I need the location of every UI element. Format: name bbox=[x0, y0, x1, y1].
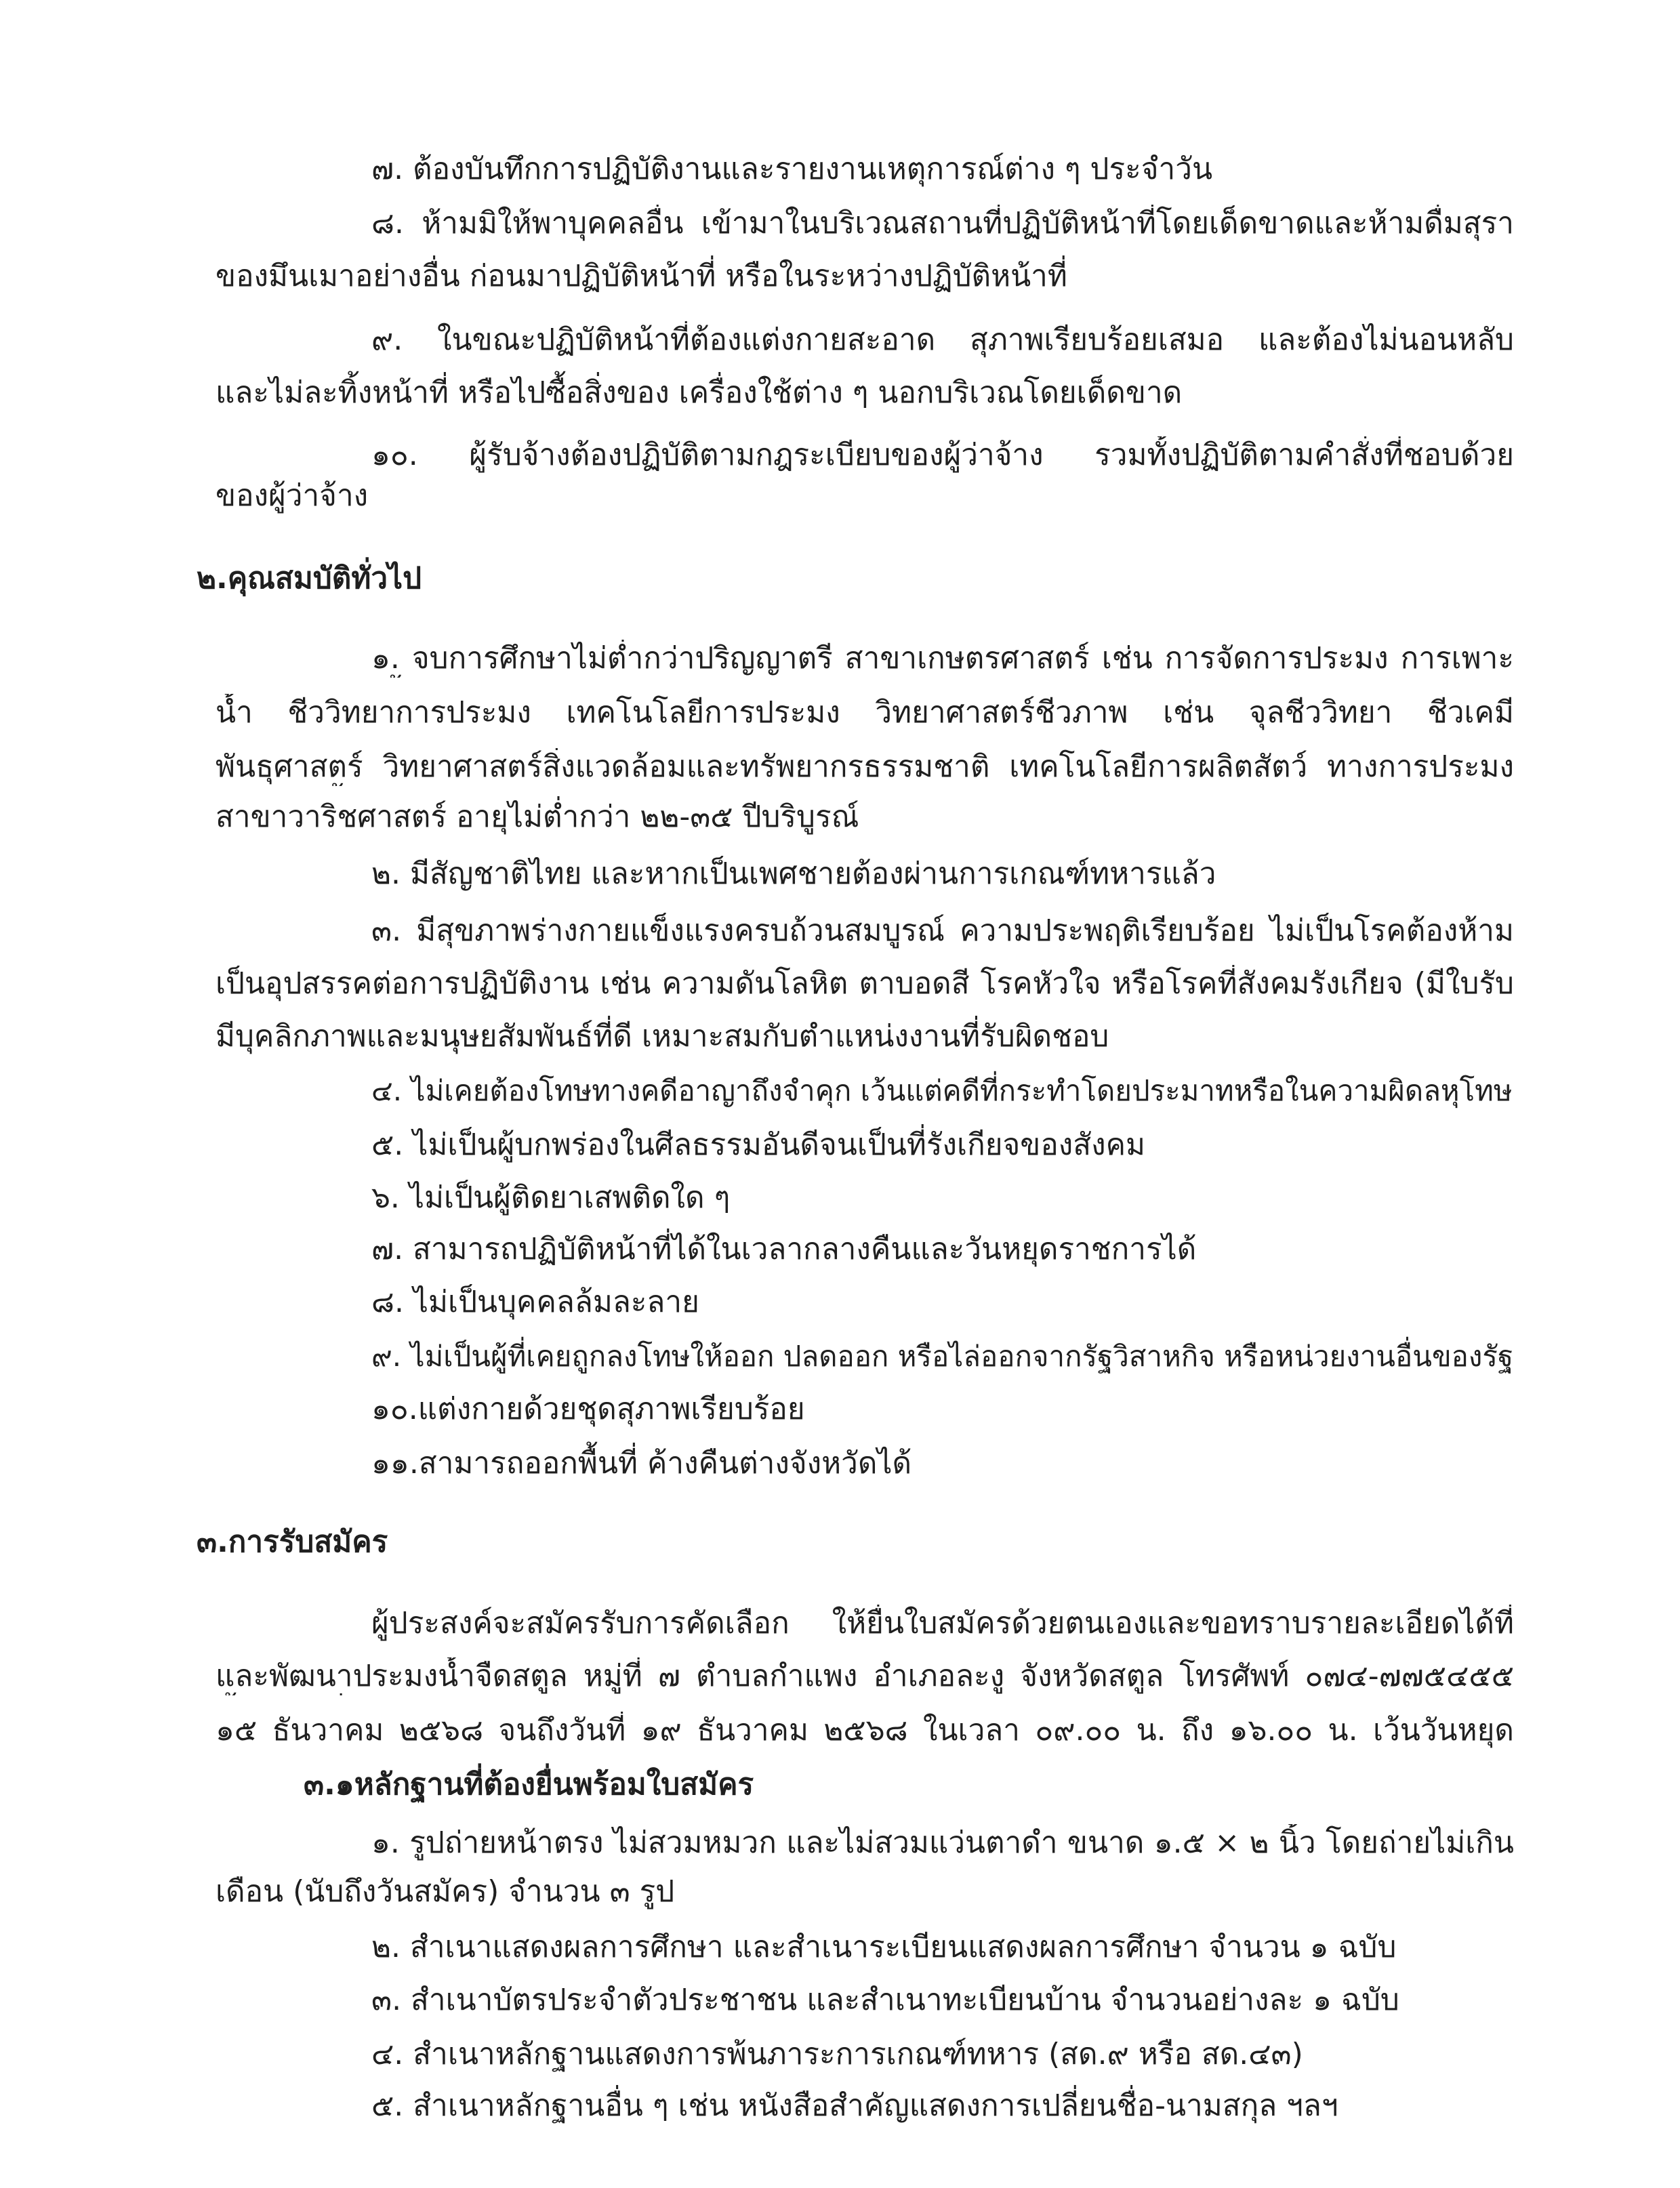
s2-item8: ๘. ไม่เป็นบุคคลล้มละลาย bbox=[371, 1285, 699, 1319]
s3-para-line2: และพัฒนาประมงน้ำจืดสตูล หมู่ที่ ๗ ตำบลกำแพง อำเภอละงู จังหวัดสตูล โทรศัพท์ ๐๗๔-๗๗๕๔๕๕ bbox=[216, 1659, 1514, 1693]
s2-item1-line2: น้ำ ชีววิทยาการประมง เทคโนโลยีการประมง วิทยาศาสตร์ชีวภาพ เช่น จุลชีววิทยา ชีวเคมี bbox=[216, 695, 1514, 730]
s3-doc1-line2: เดือน (นับถึงวันสมัคร) จำนวน ๓ รูป bbox=[216, 1874, 675, 1909]
s3-para-line3: ๑๕ ธันวาคม ๒๕๖๘ จนถึงวันที่ ๑๙ ธันวาคม ๒๕๖๘ ในเวลา ๐๙.๐๐ น. ถึง ๑๖.๐๐ น. เว้นวันหยุด bbox=[216, 1713, 1514, 1748]
s2-item4: ๔. ไม่เคยต้องโทษทางคดีอาญาถึงจำคุก เว้นแต่คดีที่กระทำโดยประมาทหรือในความผิดลหุโทษ bbox=[371, 1074, 1513, 1107]
s3-doc2: ๒. สำเนาแสดงผลการศึกษา และสำเนาระเบียนแสดงผลการศึกษา จำนวน ๑ ฉบับ bbox=[371, 1930, 1397, 1964]
s3-doc3: ๓. สำเนาบัตรประจำตัวประชาชน และสำเนาทะเบียนบ้าน จำนวนอย่างละ ๑ ฉบับ bbox=[371, 1983, 1399, 2017]
s1-item10-line1: ๑๐. ผู้รับจ้างต้องปฏิบัติตามกฎระเบียบของผู้ว่าจ้าง รวมทั้งปฏิบัติตามคำสั่งที่ชอบด้วย bbox=[371, 438, 1514, 472]
s3-doc4: ๔. สำเนาหลักฐานแสดงการพ้นภาระการเกณฑ์ทหาร (สด.๙ หรือ สด.๔๓) bbox=[371, 2037, 1303, 2071]
s2-item9: ๙. ไม่เป็นผู้ที่เคยถูกลงโทษให้ออก ปลดออก หรือไล่ออกจากรัฐวิสาหกิจ หรือหน่วยงานอื่นของรัฐ bbox=[371, 1340, 1514, 1373]
s3-doc5: ๕. สำเนาหลักฐานอื่น ๆ เช่น หนังสือสำคัญแสดงการเปลี่ยนชื่อ-นามสกุล ฯลฯ bbox=[371, 2088, 1338, 2123]
section3-heading: ๓.การรับสมัคร bbox=[197, 1525, 388, 1559]
s2-item3-line2: เป็นอุปสรรคต่อการปฏิบัติงาน เช่น ความดันโลหิต ตาบอดสี โรคหัวใจ หรือโรคที่สังคมรังเกียจ (มีใบรับ bbox=[216, 966, 1514, 1001]
s2-item3-line3: มีบุคลิกภาพและมนุษยสัมพันธ์ที่ดี เหมาะสมกับตำแหน่งงานที่รับผิดชอบ bbox=[216, 1019, 1109, 1054]
s1-item8-line2: ของมึนเมาอย่างอื่น ก่อนมาปฏิบัติหน้าที่ หรือในระหว่างปฏิบัติหน้าที่ bbox=[216, 259, 1067, 293]
s2-item2: ๒. มีสัญชาติไทย และหากเป็นเพศชายต้องผ่านการเกณฑ์ทหารแล้ว bbox=[371, 856, 1216, 891]
section2-heading: ๒.คุณสมบัติทั่วไป bbox=[197, 561, 422, 596]
s2-item5: ๕. ไม่เป็นผู้บกพร่องในศีลธรรมอันดีจนเป็นที่รังเกียจของสังคม bbox=[371, 1128, 1146, 1162]
s2-item6: ๖. ไม่เป็นผู้ติดยาเสพติดใด ๆ bbox=[371, 1180, 731, 1215]
s2-item7: ๗. สามารถปฏิบัติหน้าที่ได้ในเวลากลางคืนและวันหยุดราชการได้ bbox=[371, 1232, 1197, 1266]
s3-para-line1: ผู้ประสงค์จะสมัครรับการคัดเลือก ให้ยื่นใบสมัครด้วยตนเองและขอทราบรายละเอียดได้ที่ bbox=[371, 1606, 1514, 1640]
s1-item10-line2: ของผู้ว่าจ้าง bbox=[216, 478, 369, 513]
s2-item1-line4: สาขาวาริชศาสตร์ อายุไม่ต่ำกว่า ๒๒-๓๕ ปีบริบูรณ์ bbox=[216, 800, 859, 834]
s2-item10: ๑๐.แต่งกายด้วยชุดสุภาพเรียบร้อย bbox=[371, 1392, 805, 1426]
s3-doc1-line1: ๑. รูปถ่ายหน้าตรง ไม่สวมหมวก และไม่สวมแว่นตาดำ ขนาด ๑.๕ × ๒ นิ้ว โดยถ่ายไม่เกิน bbox=[371, 1825, 1514, 1860]
s2-item1-line3: พันธุศาสตร์ วิทยาศาสตร์สิ่งแวดล้อมและทรัพยากรธรรมชาติ เทคโนโลยีการผลิตสัตว์ ทางการประมง bbox=[216, 749, 1514, 784]
s2-item3-line1: ๓. มีสุขภาพร่างกายแข็งแรงครบถ้วนสมบูรณ์ ความประพฤติเรียบร้อย ไม่เป็นโรคต้องห้าม bbox=[371, 913, 1514, 948]
s1-item8-line1: ๘. ห้ามมิให้พาบุคคลอื่น เข้ามาในบริเวณสถานที่ปฏิบัติหน้าที่โดยเด็ดขาดและห้ามดื่มสุรา bbox=[371, 206, 1514, 241]
s2-item1-line1: ๑. จบการศึกษาไม่ต่ำกว่าปริญญาตรี สาขาเกษตรศาสตร์ เช่น การจัดการประมง การเพาะ bbox=[371, 641, 1514, 676]
s2-item11: ๑๑.สามารถออกพื้นที่ ค้างคืนต่างจังหวัดได้ bbox=[371, 1446, 912, 1481]
s1-item7: ๗. ต้องบันทึกการปฏิบัติงานและรายงานเหตุการณ์ต่าง ๆ ประจำวัน bbox=[371, 152, 1213, 186]
s3-subheading: ๓.๑หลักฐานที่ต้องยื่นพร้อมใบสมัคร bbox=[304, 1767, 754, 1802]
s1-item9-line2: และไม่ละทิ้งหน้าที่ หรือไปซื้อสิ่งของ เครื่องใช้ต่าง ๆ นอกบริเวณโดยเด็ดขาด bbox=[216, 375, 1183, 410]
s1-item9-line1: ๙. ในขณะปฏิบัติหน้าที่ต้องแต่งกายสะอาด สุภาพเรียบร้อยเสมอ และต้องไม่นอนหลับ bbox=[371, 323, 1514, 357]
